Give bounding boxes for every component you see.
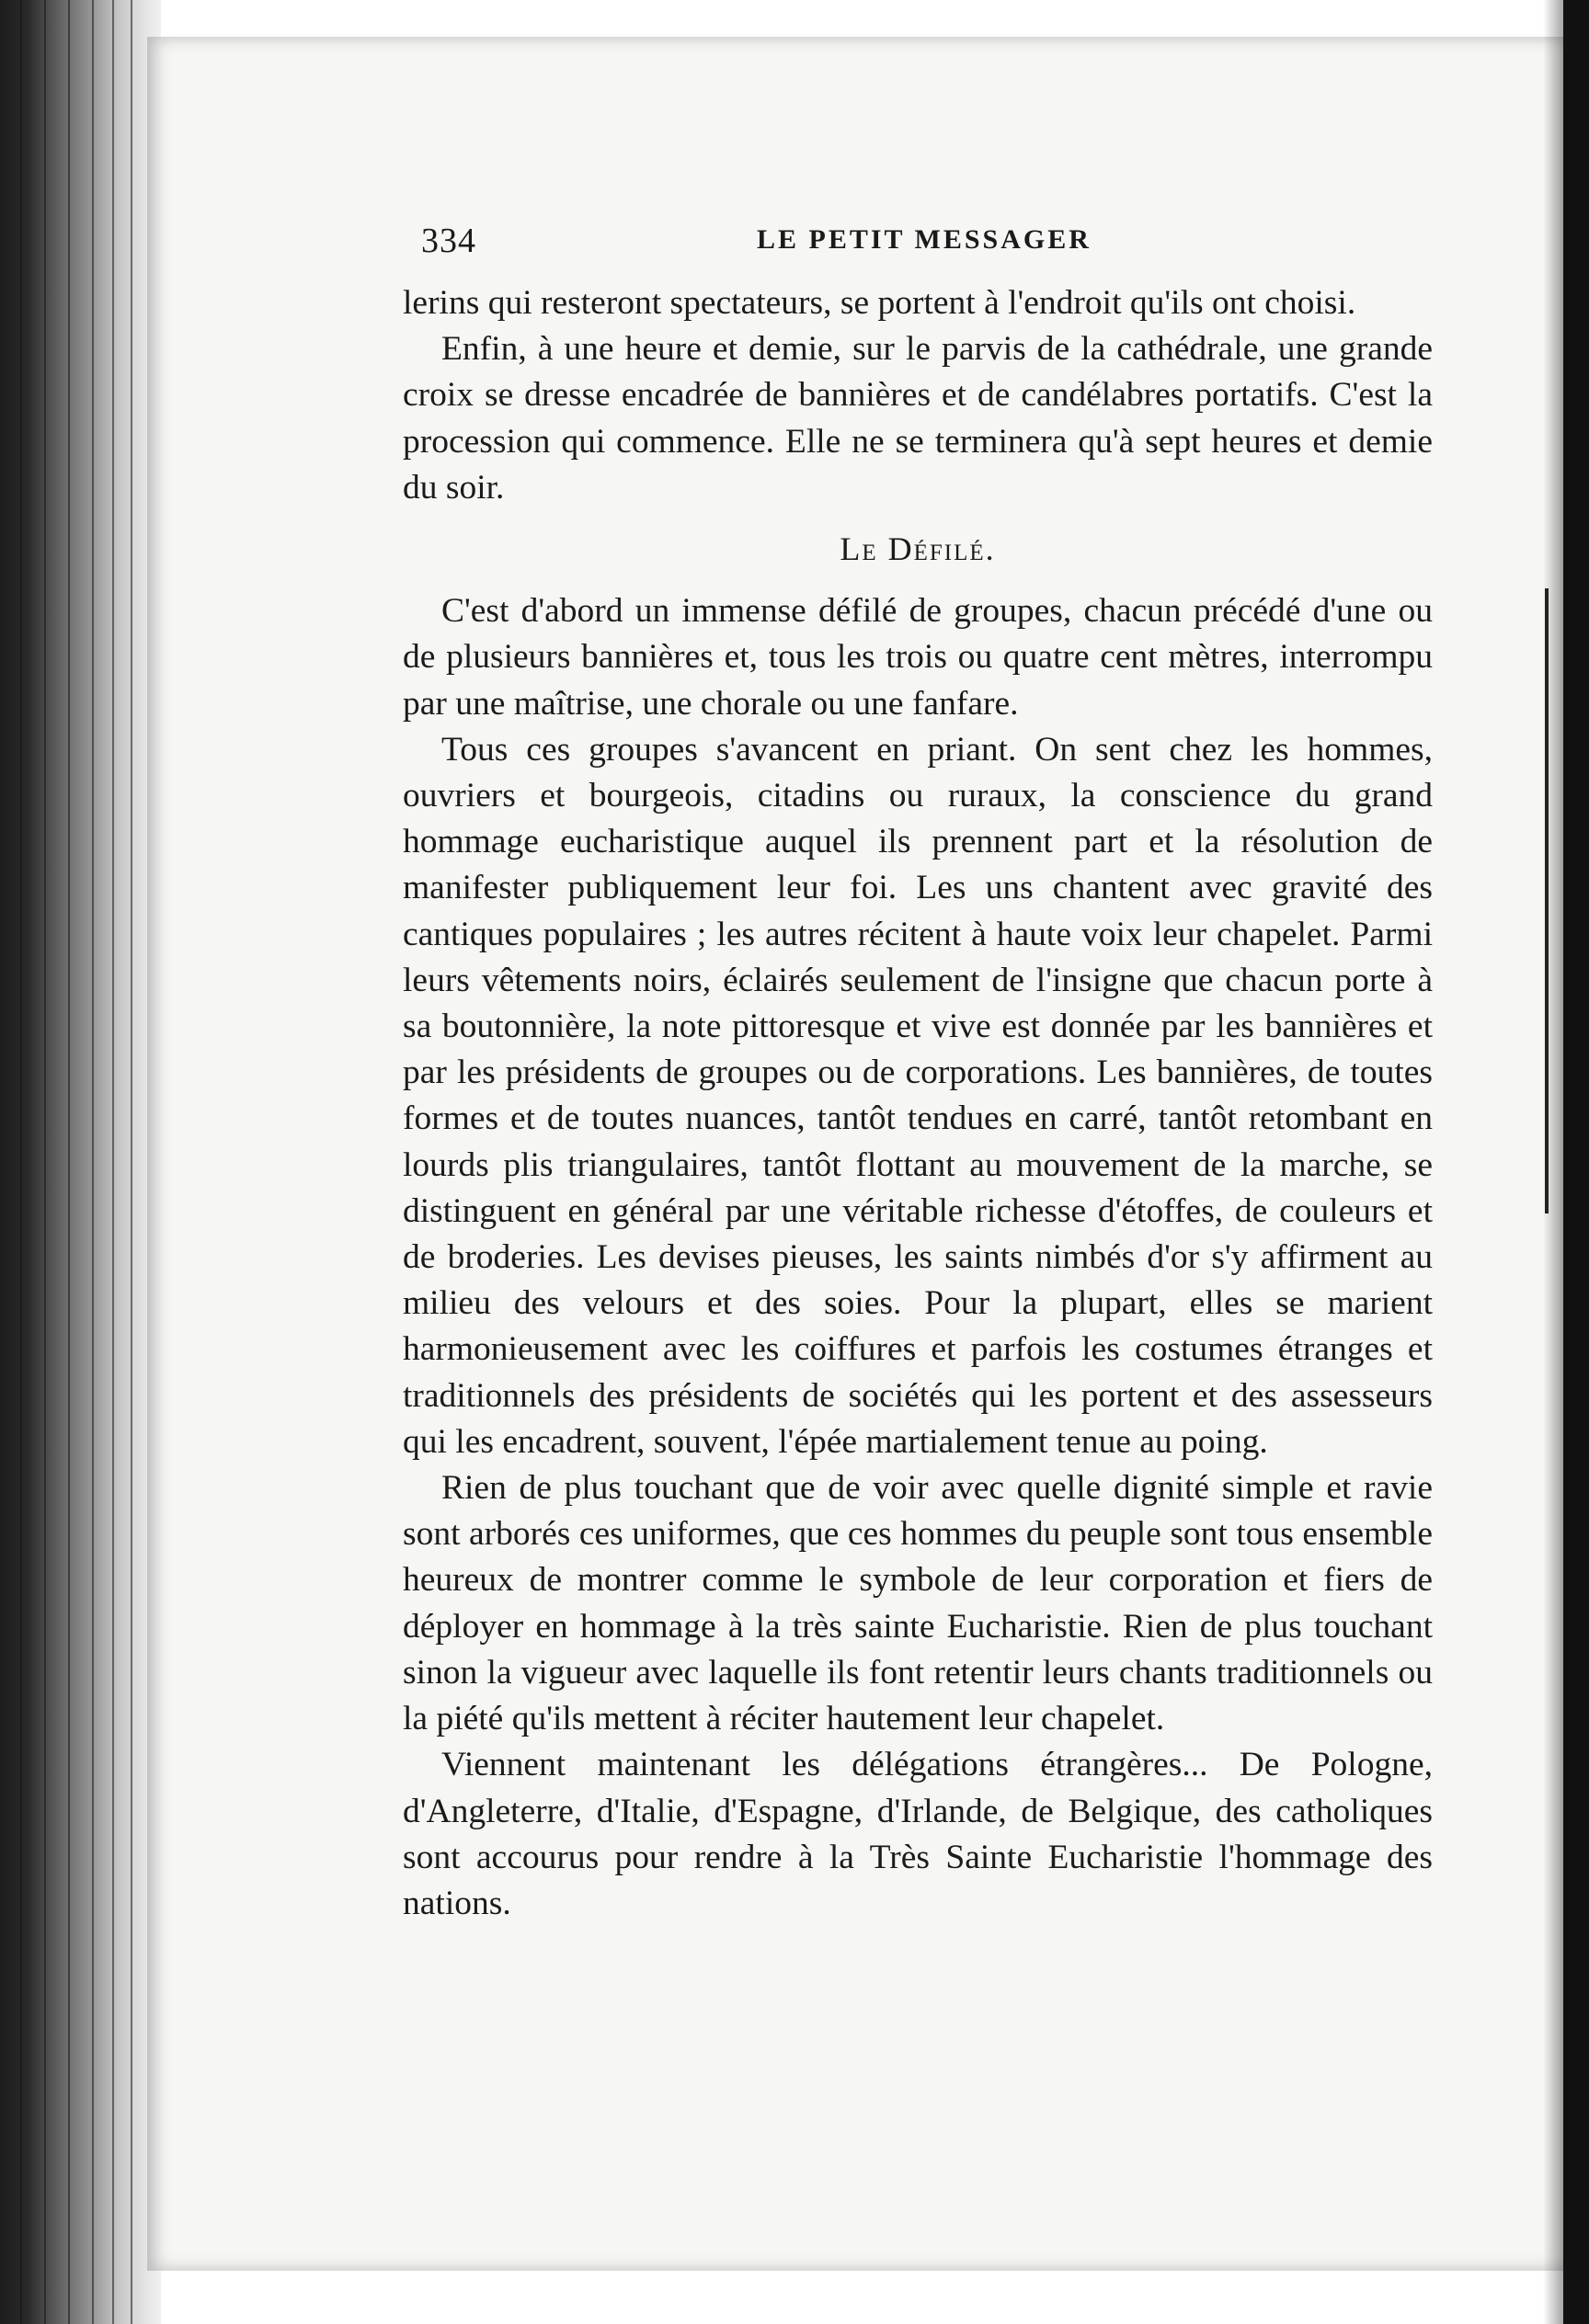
running-head: LE PETIT MESSAGER <box>757 224 1092 255</box>
right-edge <box>1563 0 1589 2324</box>
paragraph-5: Rien de plus touchant que de voir avec quelle dignité simple et ravie sont arborés ces uniformes, que ces hommes du peuple sont tous ensemble heureux de montrer comme le symbole de leur corporation et fiers de déployer en hommage à la très sainte Eucharistie. Rien de plus touchant sinon la vigueur avec laquelle ils font retentir leurs chants traditionnels ou la piété qu'ils mettent à réciter hautement leur chapelet. <box>403 1469 1433 1738</box>
page-header <box>421 221 1433 276</box>
section-title: Le Défilé. <box>840 530 996 568</box>
paragraph-4: Tous ces groupes s'avancent en priant. On sent chez les hommes, ouvriers et bourgeois, citadins ou ruraux, la conscience du grand hommage eucharistique auquel ils prennent part et la résolution de manifester publiquement leur foi. Les uns chantent avec gravité des cantiques populaires ; les autres récitent à haute voix leur chapelet. Parmi leurs vêtements noirs, éclairés seulement de l'insigne que chacun porte à sa boutonnière, la note pittoresque et vive est donnée par les bannières et par les présidents de groupes ou de corporations. Les bannières, de toutes formes et de toutes nuances, tantôt tendues en carré, tantôt retombant en lourds plis triangulaires, tantôt flottant au mouvement de la marche, se distinguent en général par une véritable richesse d'étoffes, de couleurs et de broderies. Les devises pieuses, les saints nimbés d'or s'y affirment au milieu des velours et des soies. Pour la plupart, elles se marient harmonieusement avec les coiffures et parfois les costumes étranges et traditionnels des présidents de sociétés qui les portent et des assesseurs qui les encadrent, souvent, l'épée martialement tenue au poing. <box>403 730 1433 1461</box>
margin-rule <box>1545 588 1549 1213</box>
body-text <box>403 280 1433 1927</box>
paragraph-1: lerins qui resteront spectateurs, se portent à l'endroit qu'ils ont choisi. <box>403 284 1356 322</box>
page-number: 334 <box>421 222 476 260</box>
paragraph-6: Viennent maintenant les délégations étrangères... De Pologne, d'Angleterre, d'Italie, d'Espagne, d'Irlande, de Belgique, des catholiques sont accourus pour rendre à la Très Sainte Eucharistie l'hommage des nations. <box>403 1746 1433 1922</box>
paragraph-3: C'est d'abord un immense défilé de groupes, chacun précédé d'une ou de plusieurs bannières et, tous les trois ou quatre cent mètres, interrompu par une maîtrise, une chorale ou une fanfare. <box>403 592 1433 723</box>
page-stack-edge <box>0 0 161 2324</box>
paragraph-2: Enfin, à une heure et demie, sur le parvis de la cathédrale, une grande croix se dresse encadrée de bannières et de candélabres portatifs. C'est la procession qui commence. Elle ne se terminera qu'à sept heures et demie du soir. <box>403 330 1433 507</box>
